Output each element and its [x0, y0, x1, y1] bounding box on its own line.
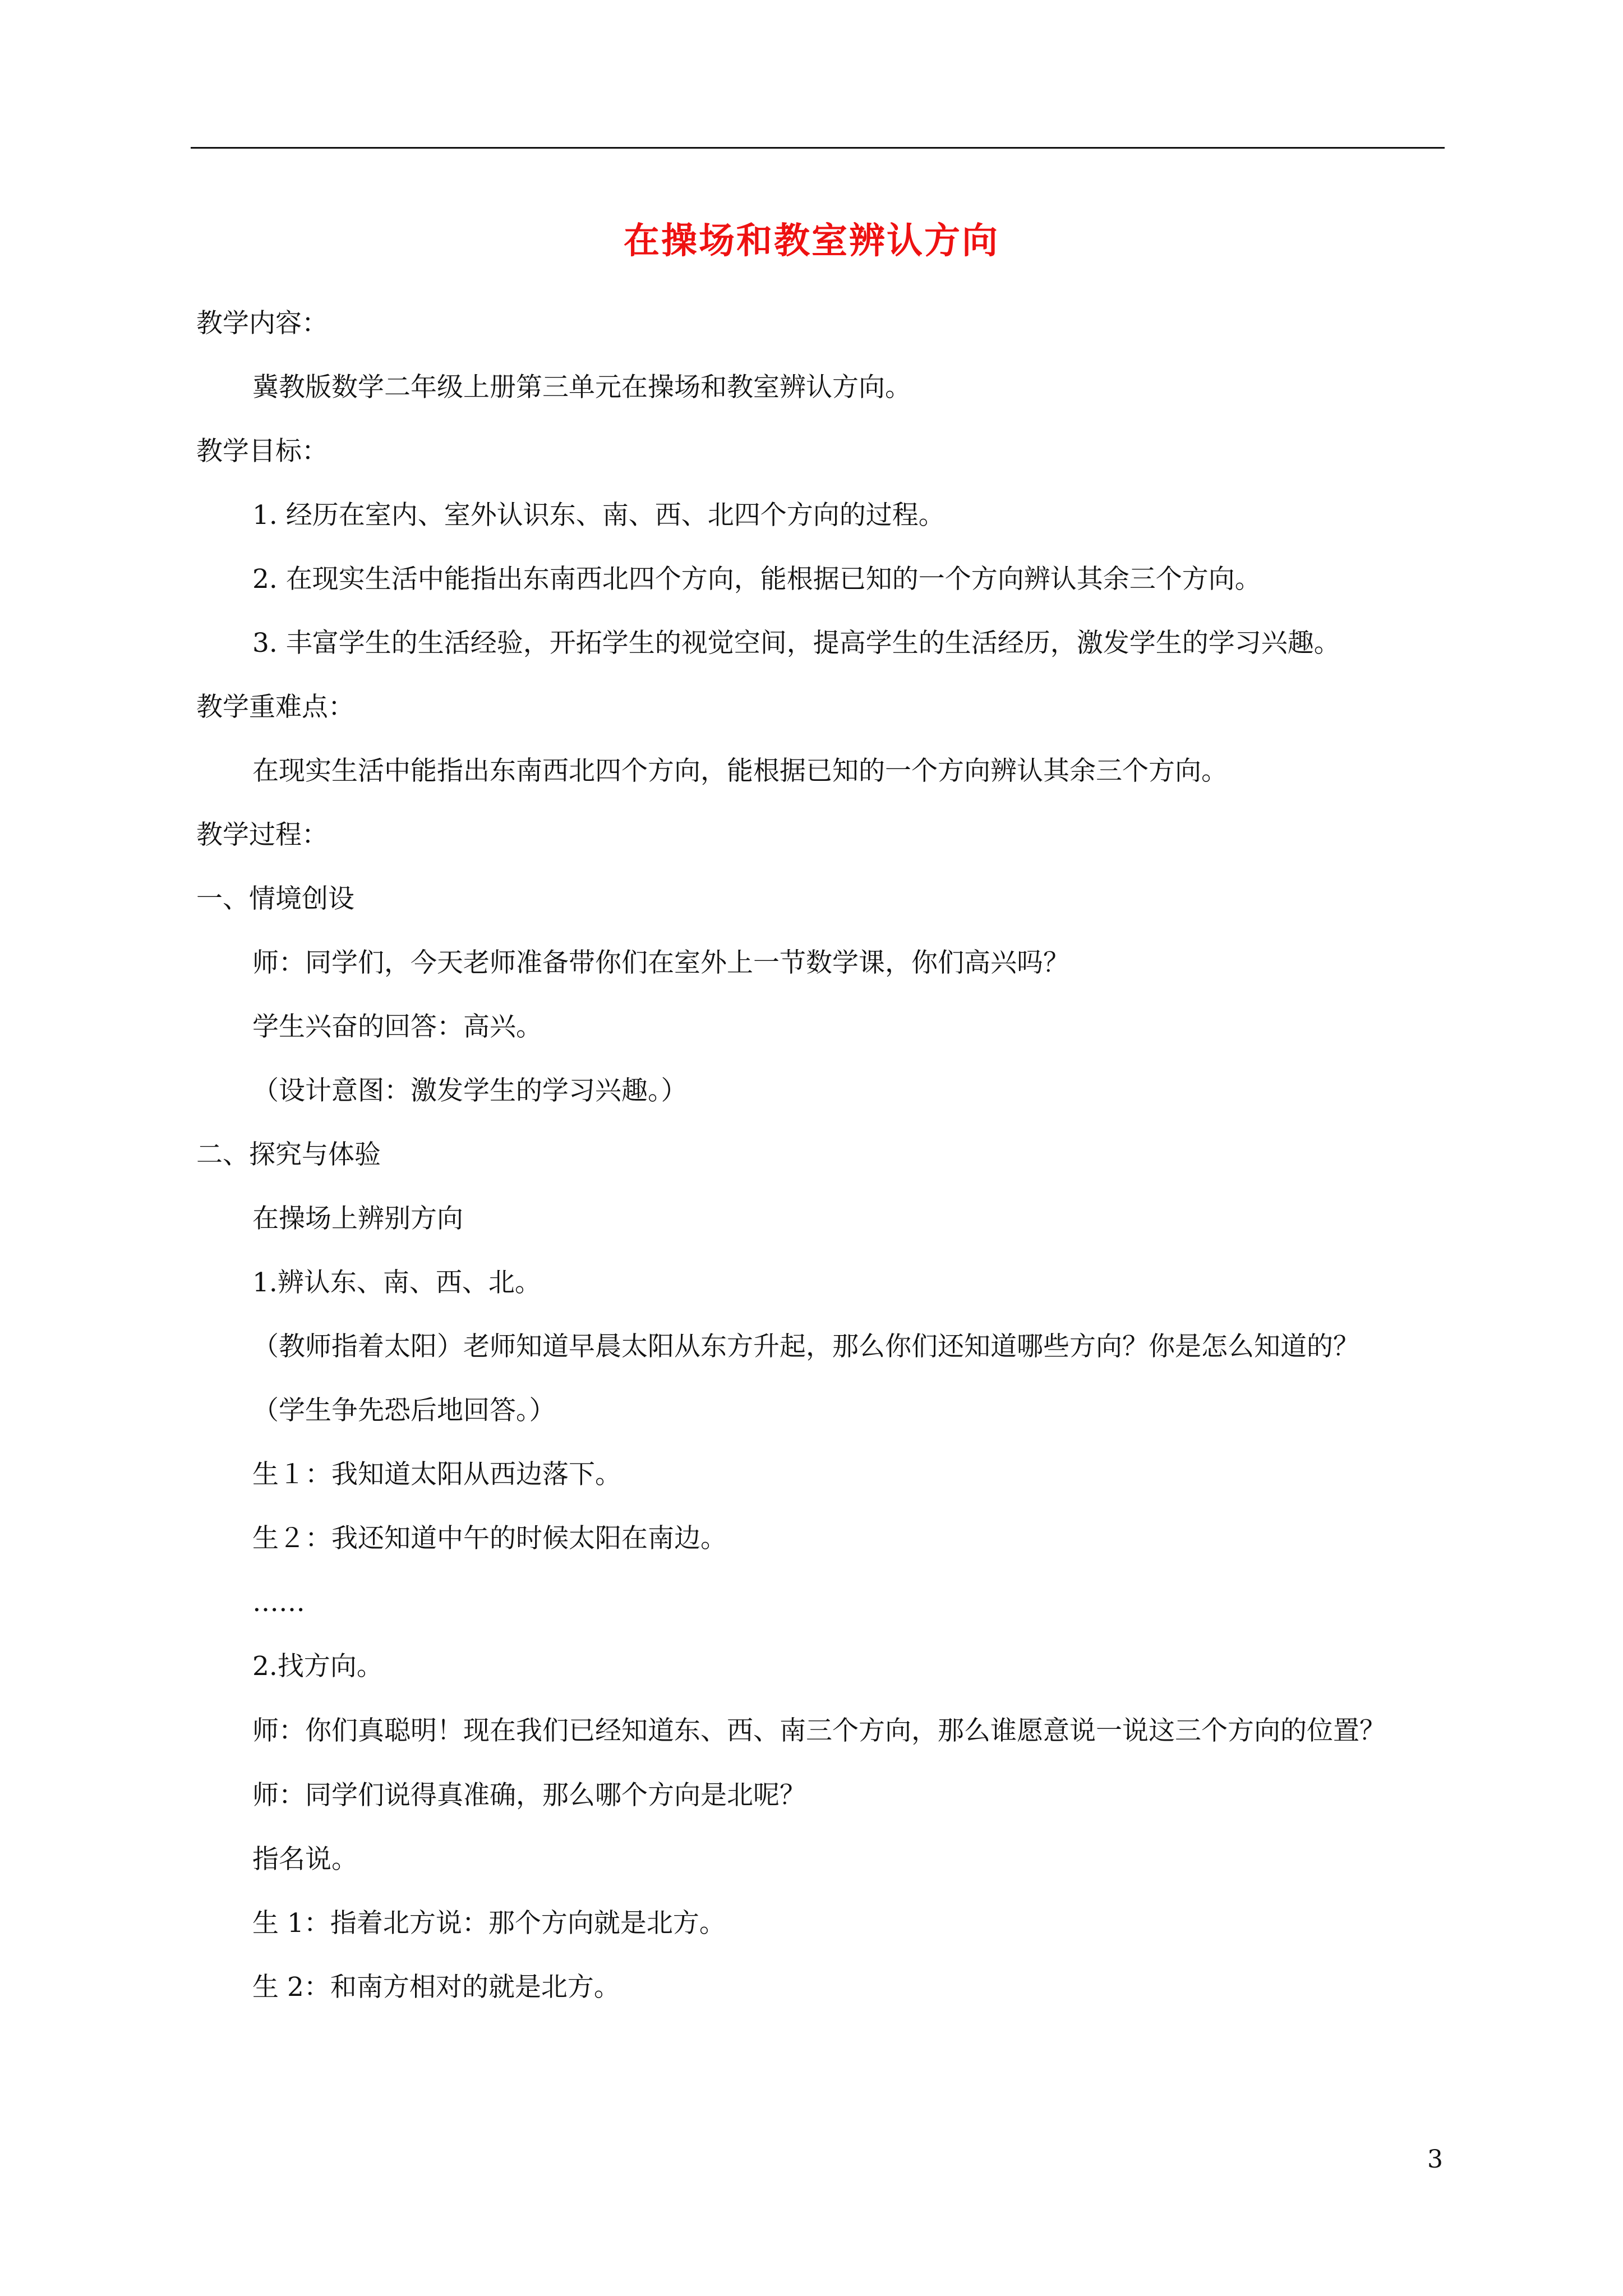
paragraph-line: 3. 丰富学生的生活经验，开拓学生的视觉空间，提高学生的生活经历，激发学生的学习兴趣。	[252, 628, 1340, 659]
paragraph-line: 一、情境创设	[196, 884, 354, 914]
paragraph-line: 教学内容：	[196, 308, 328, 339]
paragraph-line: 2.找方向。	[252, 1651, 383, 1682]
paragraph-line: 生 1：指着北方说：那个方向就是北方。	[252, 1908, 726, 1939]
paragraph-line: 2. 在现实生活中能指出东南西北四个方向，能根据已知的一个方向辨认其余三个方向。	[252, 564, 1261, 595]
paragraph-line: 教学目标：	[196, 436, 328, 467]
paragraph-line: 生２：我还知道中午的时候太阳在南边。	[252, 1523, 727, 1554]
paragraph-line: 二、探究与体验	[196, 1139, 381, 1170]
paragraph-line: 学生兴奋的回答：高兴。	[252, 1011, 542, 1042]
paragraph-line: （设计意图：激发学生的学习兴趣。）	[252, 1075, 688, 1106]
paragraph-line: 1. 经历在室内、室外认识东、南、西、北四个方向的过程。	[252, 500, 945, 531]
paragraph-line: 教学重难点：	[196, 692, 354, 723]
paragraph-line: （教师指着太阳）老师知道早晨太阳从东方升起，那么你们还知道哪些方向？你是怎么知道的？	[252, 1331, 1359, 1362]
paragraph-line: 生 2：和南方相对的就是北方。	[252, 1972, 620, 2003]
page-number: 3	[1427, 2145, 1443, 2174]
paragraph-line: 在现实生活中能指出东南西北四个方向，能根据已知的一个方向辨认其余三个方向。	[252, 756, 1228, 786]
header-rule	[191, 147, 1445, 149]
paragraph-line: 师：同学们，今天老师准备带你们在室外上一节数学课，你们高兴吗？	[252, 947, 1069, 978]
paragraph-line: 指名说。	[252, 1844, 358, 1875]
paragraph-line: （学生争先恐后地回答。）	[252, 1395, 556, 1426]
paragraph-line: 冀教版数学二年级上册第三单元在操场和教室辨认方向。	[252, 372, 911, 403]
document-body	[196, 292, 1447, 2019]
paragraph-line: 师：你们真聪明！现在我们已经知道东、西、南三个方向，那么谁愿意说一说这三个方向的位置？	[252, 1715, 1386, 1746]
paragraph-line: ……	[252, 1587, 305, 1618]
paragraph-line: 在操场上辨别方向	[252, 1203, 463, 1234]
paragraph-line: 教学过程：	[196, 820, 328, 850]
paragraph-line: 1.辨认东、南、西、北。	[252, 1267, 541, 1298]
paragraph-line: 师：同学们说得真准确，那么哪个方向是北呢？	[252, 1780, 806, 1811]
document-title: 在操场和教室辨认方向	[624, 220, 999, 262]
paragraph-line: 生１：我知道太阳从西边落下。	[252, 1459, 621, 1490]
